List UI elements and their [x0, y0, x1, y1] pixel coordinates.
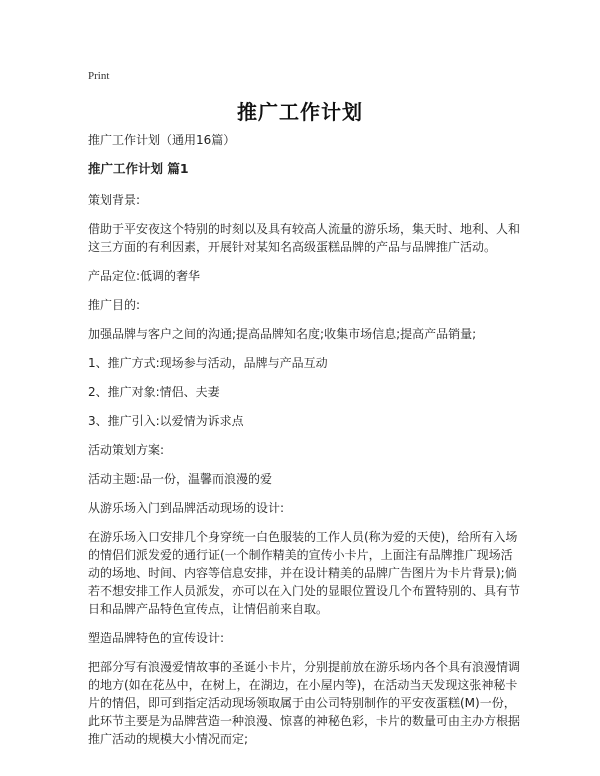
document-subtitle: 推广工作计划（通用16篇）	[88, 133, 236, 147]
background-line-1: 借助于平安夜这个特别的时刻以及具有较高人流量的游乐场，集天时、地利、人和	[88, 222, 521, 236]
document-body	[88, 131, 520, 759]
document-title: 推广工作计划	[237, 100, 363, 124]
feature-line-1: 把部分写有浪漫爱情故事的圣诞小卡片，分别提前放在游乐场内各个具有浪漫情调	[88, 660, 521, 674]
background-line-2: 这三方面的有利因素，开展针对某知名高级蛋糕品牌的产品与品牌推广活动。	[88, 240, 497, 254]
feature-line-4: 此环节主要是为品牌营造一种浪漫、惊喜的神秘色彩，卡片的数量可由主办方根据	[88, 714, 521, 728]
feature-label: 塑造品牌特色的宣传设计:	[88, 631, 225, 645]
feature-line-5: 推广活动的规模大小情况而定;	[88, 732, 249, 746]
print-label: Print	[88, 70, 110, 82]
entrance-line-4: 若不想安排工作人员派发，亦可以在入门处的显眼位置设几个布置特别的、具有节	[88, 584, 521, 598]
goal-label: 推广目的:	[88, 298, 141, 312]
theme-paragraph: 活动主题:品一份，温馨而浪漫的爱	[88, 472, 273, 486]
feature-line-3: 片的情侣，即可到指定活动现场领取属于由公司特别制作的平安夜蛋糕(M)一份，	[88, 696, 516, 710]
plan-label: 活动策划方案:	[88, 443, 165, 457]
entrance-line-1: 在游乐场入口安排几个身穿统一白色服装的工作人员(称为爱的天使)，给所有入场	[88, 530, 518, 544]
list-item-method: 1、推广方式:现场参与活动，品牌与产品互动	[88, 356, 328, 370]
entrance-line-5: 日和品牌产品特色宣传点，让情侣前来自取。	[88, 602, 329, 616]
feature-line-2: 的地方(如在花丛中，在树上，在湖边，在小屋内等)，在活动当天发现这张神秘卡	[88, 678, 518, 692]
background-paragraph	[88, 220, 520, 256]
list-item-appeal: 3、推广引入:以爱情为诉求点	[88, 414, 244, 428]
goal-paragraph: 加强品牌与客户之间的沟通;提高品牌知名度;收集市场信息;提高产品销量;	[88, 327, 477, 341]
positioning-paragraph: 产品定位:低调的奢华	[88, 269, 201, 283]
entrance-line-3: 动的场地、时间、内容等信息安排，并在设计精美的品牌广告图片为卡片背景);倘	[88, 566, 517, 580]
section-heading: 推广工作计划 篇1	[88, 161, 189, 176]
feature-paragraph	[88, 658, 520, 748]
list-item-audience: 2、推广对象:情侣、夫妻	[88, 385, 220, 399]
entrance-line-2: 的情侣们派发爱的通行证(一个制作精美的宣传小卡片，上面注有品牌推广现场活	[88, 548, 513, 562]
background-label: 策划背景:	[88, 193, 141, 207]
entrance-paragraph	[88, 528, 520, 618]
entrance-label: 从游乐场入门到品牌活动现场的设计:	[88, 501, 285, 515]
